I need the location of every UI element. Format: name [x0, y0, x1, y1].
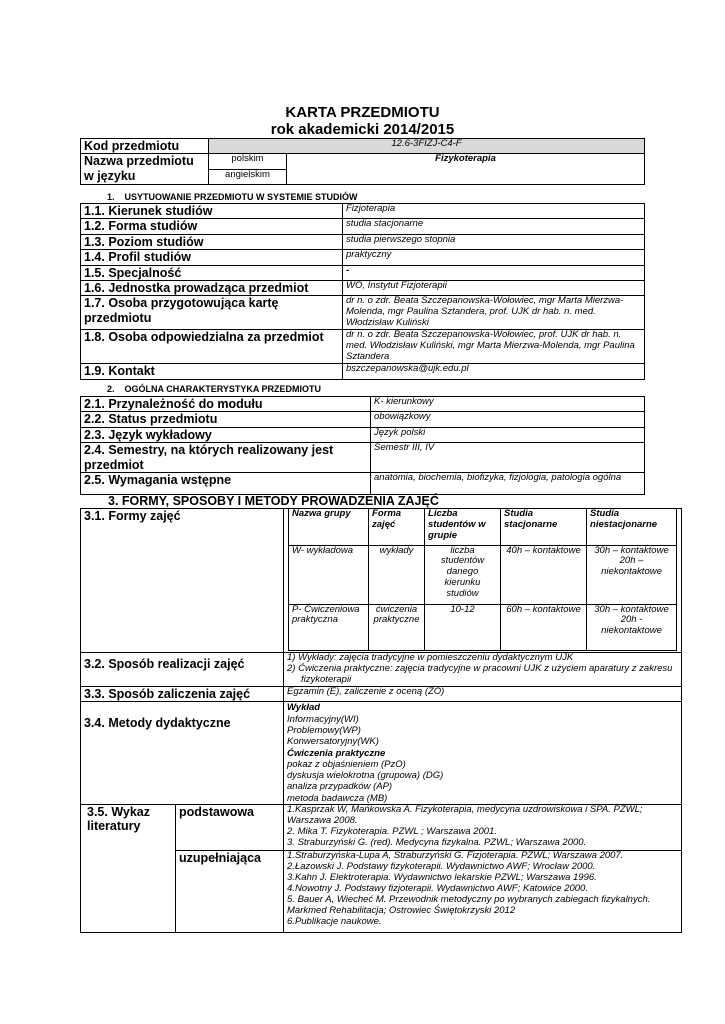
literature-extra-label: uzupełniająca	[176, 851, 284, 933]
methods-lecture-title: Wykład	[287, 702, 321, 714]
methods-practice-1: pokaz z objaśnieniem (PzO)	[287, 758, 406, 770]
literature-extra-list	[284, 851, 682, 933]
section1-number: 1.	[107, 192, 115, 202]
methods-lecture-2: Problemowy(WP)	[287, 724, 361, 736]
row-1-9-label: 1.9. Kontakt	[81, 364, 343, 379]
row-1-2-label: 1.2. Forma studiów	[81, 219, 343, 234]
section2-title: OGÓLNA CHARAKTERYSTYKA PRZEDMIOTU	[124, 384, 322, 394]
course-name-polish: Fizykoterapia	[287, 154, 645, 185]
forms-row-1-fulltime: 40h – kontaktowe	[501, 545, 587, 604]
section2-heading	[107, 384, 321, 394]
row-2-1-value: K- kierunkowy	[371, 397, 645, 412]
row-1-1-value: Fizjoterapia	[343, 204, 645, 219]
realization-value	[284, 653, 682, 687]
methods-lecture-3: Konwersatoryjny(WK)	[287, 736, 379, 748]
realization-label: 3.2. Sposób realizacji zajęć	[81, 653, 284, 687]
row-2-4-label: 2.4. Semestry, na których realizowany jest przedmiot	[81, 443, 371, 473]
row-1-5-label: 1.5. Specjalność	[81, 265, 343, 280]
row-1-5-value: -	[343, 265, 645, 280]
literature-extra-6: 6.Publikacje naukowe.	[287, 915, 382, 927]
forms-header-students: Liczba studentów w grupie	[425, 509, 501, 545]
literature-extra-2: 2.Łazowski J. Podstawy fizykoterapii. Wydawnictwo AWF; Wrocław 2000.	[287, 860, 596, 872]
row-2-2-label: 2.2. Status przedmiotu	[81, 412, 371, 427]
forms-row-1-students: liczba studentów danego kierunku studiów	[425, 545, 501, 604]
forms-row-2-parttime: 30h – kontaktowe 20h - niekontaktowe	[587, 604, 677, 650]
row-2-5-value: anatomia, biochemia, biofizyka, fizjologia, patologia ogólna	[371, 472, 645, 494]
literature-extra-1: 1.Straburzyńska-Lupa A, Straburzyński G. Fizjoterapia. PZWL; Warszawa 2007.	[287, 850, 624, 862]
methods-practice-4: metoda badawcza (MB)	[287, 792, 388, 804]
course-id-table	[80, 138, 645, 185]
forms-row-2-students: 10-12	[425, 604, 501, 650]
forms-header-parttime: Studia niestacjonarne	[587, 509, 677, 545]
section3-table	[80, 508, 682, 933]
forms-header-fulltime: Studia stacjonarne	[501, 509, 587, 545]
forms-cell	[284, 509, 682, 653]
document-title: KARTA PRZEDMIOTU	[285, 104, 440, 121]
row-1-7-value: dr n. o zdr. Beata Szczepanowska-Wołowiec, mgr Marta Mierzwa-Molenda, mgr Paulina Sztandera, prof. UJK dr hab. n. med. Włodzisław Kuliński	[343, 296, 645, 330]
row-2-4-value: Semestr III, IV	[371, 443, 645, 473]
literature-basic-1: 1.Kasprzak W, Mańkowska A. Fizykoterapia, medycyna uzdrowiskowa i SPA. PZWL; Warszawa 2008.	[287, 804, 643, 826]
row-2-2-value: obowiązkowy	[371, 412, 645, 427]
row-1-7-label: 1.7. Osoba przygotowująca kartę przedmiotu	[81, 296, 343, 330]
row-1-1-label: 1.1. Kierunek studiów	[81, 204, 343, 219]
credit-value: Egzamin (E), zaliczenie z oceną (ZO)	[284, 687, 682, 702]
forms-row-1-form: wykłady	[369, 545, 425, 604]
section1-title: USYTUOWANIE PRZEDMIOTU W SYSTEMIE STUDIÓW	[124, 192, 358, 202]
row-1-2-value: studia stacjonarne	[343, 219, 645, 234]
literature-basic-3: 3. Straburzyński G. (red). Medycyna fizykalna. PZWL; Warszawa 2000.	[287, 836, 587, 848]
methods-lecture-1: Informacyjny(WI)	[287, 713, 359, 725]
realization-item-1: 1) Wykłady: zajęcia tradycyjne w pomieszczeniu dydaktycznym UJK	[287, 652, 574, 663]
literature-extra-5: 5. Bauer A, Wiecheć M. Przewodnik metodyczny po wybranych zabiegach fizykalnych. Markmed Rehabilitacja; Ostrowiec Świętokrzyski 2012	[287, 893, 651, 916]
section3-heading: 3. FORMY, SPOSOBY I METODY PROWADZENIA ZAJĘĆ	[108, 494, 439, 508]
row-1-4-label: 1.4. Profil studiów	[81, 250, 343, 265]
section2-table	[80, 396, 645, 495]
forms-row-2-fulltime: 60h – kontaktowe	[501, 604, 587, 650]
forms-header-form: Forma zajęć	[369, 509, 425, 545]
forms-row-2-group: P- Ćwiczeniowa praktyczna	[289, 604, 369, 650]
course-code-label: Kod przedmiotu	[81, 139, 209, 154]
methods-practice-2: dyskusja wielokrotna (grupowa) (DG)	[287, 770, 444, 782]
forms-header-group: Nazwa grupy	[289, 509, 369, 545]
academic-year: rok akademicki 2014/2015	[270, 121, 455, 138]
forms-label: 3.1. Formy zajęć	[81, 509, 284, 653]
literature-basic-label: podstawowa	[176, 805, 284, 851]
section1-heading	[107, 192, 358, 202]
row-1-8-label: 1.8. Osoba odpowiedzialna za przedmiot	[81, 330, 343, 364]
section1-table	[80, 203, 645, 380]
row-2-5-label: 2.5. Wymagania wstępne	[81, 472, 371, 494]
row-1-3-label: 1.3. Poziom studiów	[81, 234, 343, 249]
methods-value	[284, 702, 682, 805]
forms-row-1-parttime: 30h – kontaktowe 20h – niekontaktowe	[587, 545, 677, 604]
course-code-value: 12.6-3FIZJ-C4-F	[209, 139, 645, 154]
row-1-6-value: WO, Instytut Fizjoterapii	[343, 280, 645, 295]
row-2-3-label: 2.3. Język wykładowy	[81, 427, 371, 442]
literature-basic-2: 2. Mika T. Fizykoterapia. PZWL ; Warszawa 2001.	[287, 825, 497, 837]
row-2-3-value: Język polski	[371, 427, 645, 442]
literature-extra-4: 4.Nowotny J. Podstawy fizjoterapii. Wydawnictwo AWF; Katowice 2000.	[287, 882, 588, 894]
row-1-3-value: studia pierwszego stopnia	[343, 234, 645, 249]
literature-label: 3.5. Wykaz literatury	[81, 805, 176, 933]
forms-row-1-group: W- wykładowa	[289, 545, 369, 604]
forms-row-2-form: ćwiczenia praktyczne	[369, 604, 425, 650]
row-2-1-label: 2.1. Przynależność do modułu	[81, 397, 371, 412]
row-1-9-value: bszczepanowska@ujk.edu.pl	[343, 364, 645, 379]
credit-label: 3.3. Sposób zaliczenia zajęć	[81, 687, 284, 702]
realization-item-2: 2) Ćwiczenia praktyczne: zajęcia tradycyjne w pracowni UJK z użyciem aparatury z zakresu fizykoterapii	[287, 662, 673, 685]
methods-label: 3.4. Metody dydaktyczne	[81, 702, 284, 805]
course-name-label: Nazwa przedmiotu w języku	[81, 154, 209, 185]
forms-inner-table	[288, 509, 677, 651]
lang-english-label: angielskim	[209, 169, 287, 185]
row-1-8-value: dr n. o zdr. Beata Szczepanowska-Wołowiec, prof. UJK dr hab. n. med. Włodzisław Kuliński, mgr Marta Mierzwa-Molenda, mgr Paulina Sztandera	[343, 330, 645, 364]
literature-extra-3: 3.Kahn J. Elektroterapia. Wydawnictwo lekarskie PZWL; Warszawa 1996.	[287, 871, 597, 883]
row-1-6-label: 1.6. Jednostka prowadząca przedmiot	[81, 280, 343, 295]
section2-number: 2.	[107, 384, 115, 394]
literature-basic-list	[284, 805, 682, 851]
methods-practice-3: analiza przypadków (AP)	[287, 781, 393, 793]
methods-practice-title: Ćwiczenia praktyczne	[287, 747, 386, 759]
lang-polish-label: polskim	[209, 154, 287, 170]
row-1-4-value: praktyczny	[343, 250, 645, 265]
